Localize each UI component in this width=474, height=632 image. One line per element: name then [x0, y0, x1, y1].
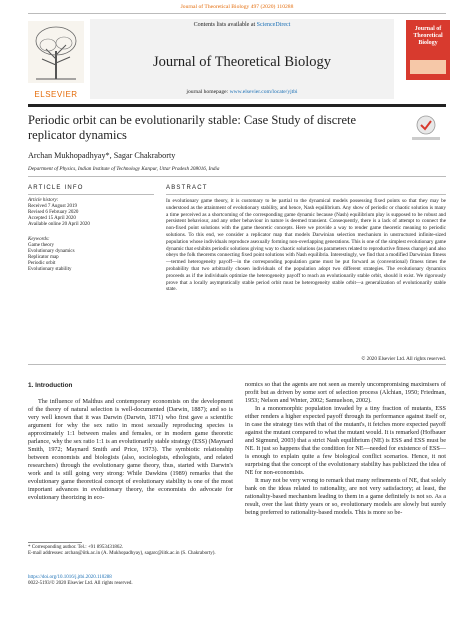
elsevier-tree-logo: [28, 21, 84, 83]
homepage-link[interactable]: www.elsevier.com/locate/yjtbi: [229, 89, 298, 95]
keyword-item: Evolutionary dynamics: [28, 249, 75, 254]
contents-prefix: Contents lists available at: [193, 22, 256, 28]
homepage-line: [90, 89, 394, 95]
check-for-updates-icon[interactable]: [408, 113, 444, 143]
copyright: © 2020 Elsevier Ltd. All rights reserved.: [361, 356, 446, 362]
article-title: Periodic orbit can be evolutionarily stable: Case Study of discrete replicator dynamics: [28, 113, 357, 142]
keywords: [28, 237, 154, 273]
article-history: [28, 198, 154, 228]
keyword-item: Game theory: [28, 243, 54, 248]
doi-link[interactable]: https://doi.org/10.1016/j.jtbi.2020.110288: [28, 575, 112, 580]
history-item: Accepted 15 April 2020: [28, 216, 76, 221]
body-column-left: [28, 398, 233, 502]
paragraph: It may not be very wrong to remark that many refinements of NE, that solely bank on the ideas related to rationality, are not very satisfactory; at least, the rationality-based mechanism leading to them in a game definitely is not so. As a result, over the last thirty years or so, evolutionary models are slowly but surely being preferred to rationality-based models. This is more so be-: [245, 477, 446, 516]
article-info-heading: ARTICLE INFO: [28, 185, 84, 191]
authors: Archan Mukhopadhyay*, Sagar Chakraborty: [28, 151, 176, 160]
doi-block: [28, 575, 233, 587]
header-divider: [28, 13, 446, 14]
footnote-rule: [28, 542, 82, 543]
history-item: Received 7 August 2019: [28, 204, 78, 209]
section-heading: 1. Introduction: [28, 382, 73, 389]
paragraph: nomics so that the agents are not seen as merely uncompromising maximisers of profit but as driven by some sort of selection process (Alchian, 1950; Friedman, 1953; Nelson and Winter, 2002; Samuelson, 2002).: [245, 381, 446, 404]
issn: 0022-5193/© 2020 Elsevier Ltd. All rights reserved.: [28, 581, 133, 586]
paragraph: The influence of Malthus and contemporary economists on the development of the theory of natural selection is well-documented (Darwin, 1887); and so is very well known that it was Darwin (Darwin, 1871) who first gave a scientific argument for why the sex ratio in most sexually reproducing species is approximately 1:1 between males and females, or in modern game theoretic parlance, why the sex ratio 1:1 is an evolutionarily stable strategy (ESS) (Maynard Smith, 1972; Maynard Smith and Price, 1973). The symbiotic relationship between economists and biologists (also, sociologists, ethologists, and related researchers) through the evolutionary game theory, thus, started with Darwin's work and is still going very strong: While Dawkins (1989) remarks that the evolutionary game theoretical concept of evolutionary stability is one of the most important advances in evolutionary theory, the economists do advocate for evolutionary theorizing in eco-: [28, 398, 233, 501]
title-rule: [28, 104, 446, 107]
keyword-item: Evolutionary stability: [28, 267, 72, 272]
sciencedirect-link[interactable]: ScienceDirect: [256, 22, 291, 28]
publisher-name: ELSEVIER: [34, 90, 78, 99]
history-heading: Article history:: [28, 198, 59, 203]
affiliation: Department of Physics, Indian Institute of Technology Kanpur, Uttar Pradesh 208016, India: [28, 166, 220, 172]
divider: [28, 364, 446, 365]
keywords-heading: Keywords:: [28, 237, 50, 242]
abstract-text: In evolutionary game theory, it is customary to be partial to the dynamical models possessing fixed points so that they may be understood as the attainment of evolutionary stability, and hence, Nash equilibrium. Any show of periodic or chaotic solution is many a time perceived as a shortcoming of the corresponding game dynamic because (Nash) equilibrium play is supposed to be robust and persistent behaviour, and any other behaviour in nature is deemed transient. Consequently, there is a lack of attempt to connect the non-fixed point solutions with the game theoretic concepts. Here we provide a way to render game theoretic meaning to periodic solutions. To this end, we consider a replicator map that models Darwinian selection mechanism in unstructured infinite-sized population whose individuals reproduce asexually forming non-overlapping generations. This is one of the simplest evolutionary game dynamic that exhibits periodic solutions giving way to chaotic solutions (as parameters related to reproductive fitness change) and also obeys the folk theorems connecting fixed point solutions with Nash equilibria. Interestingly, we find that a modified Darwinian fitness—termed heterogeneity payoff—in the corresponding population game must be put forward as (conventional) fitness times the probability that two arbitrarily chosen individuals of the population adopt two different strategies. The evolutionary dynamics proceeds as if the individuals optimize the heterogeneity payoff to reach an evolutionarily stable orbit, should it exist. We rigorously prove that a locally asymptotically stable period orbit must be heterogeneity stable orbit—a generalization of evolutionarily stable state.: [166, 198, 446, 293]
footnote-corresponding: * Corresponding author. Tel.: +91 8953431862.: [28, 545, 124, 550]
body-column-right: [245, 381, 446, 517]
keyword-item: Periodic orbit: [28, 261, 56, 266]
journal-title: Journal of Theoretical Biology: [152, 54, 332, 70]
footnote-email: E-mail addresses: archan@iitk.ac.in (A. Mukhopadhyay), sagarc@iitk.ac.in (S. Chakraborty).: [28, 551, 216, 556]
journal-reference: Journal of Theoretical Biology 497 (2020) 110288: [180, 4, 294, 10]
history-item: Available online 20 April 2020: [28, 222, 90, 227]
keyword-item: Replicator map: [28, 255, 59, 260]
divider: [28, 176, 446, 177]
homepage-prefix: journal homepage:: [186, 89, 229, 95]
footnotes: [28, 545, 233, 557]
cover-image: [410, 60, 446, 74]
history-item: Revised 6 February 2020: [28, 210, 79, 215]
divider: [166, 194, 446, 195]
divider: [28, 194, 154, 195]
paragraph: In a monomorphic population invaded by a tiny fraction of mutants, ESS either renders a higher expected payoff through its performance against itself or, in case the strategy ties with that of the mutant's, it fetches more expected payoff against the mutant compared to what the mutant would. It is remarked (Hofbauer and Sigmund, 2003) that a strict Nash equilibrium (NE) is ESS and ESS must be NE. It just so happens that the condition for NE—needed for existence of ESS—is enough to explain quite a few biological conflict scenarios. Hence, it not surprising that the concept of the evolutionary stability has publicized the idea of NE for non-economists.: [245, 405, 446, 476]
abstract-heading: ABSTRACT: [166, 185, 208, 191]
cover-title: Journal of Theoretical Biology: [413, 26, 443, 46]
contents-line: [90, 22, 394, 28]
